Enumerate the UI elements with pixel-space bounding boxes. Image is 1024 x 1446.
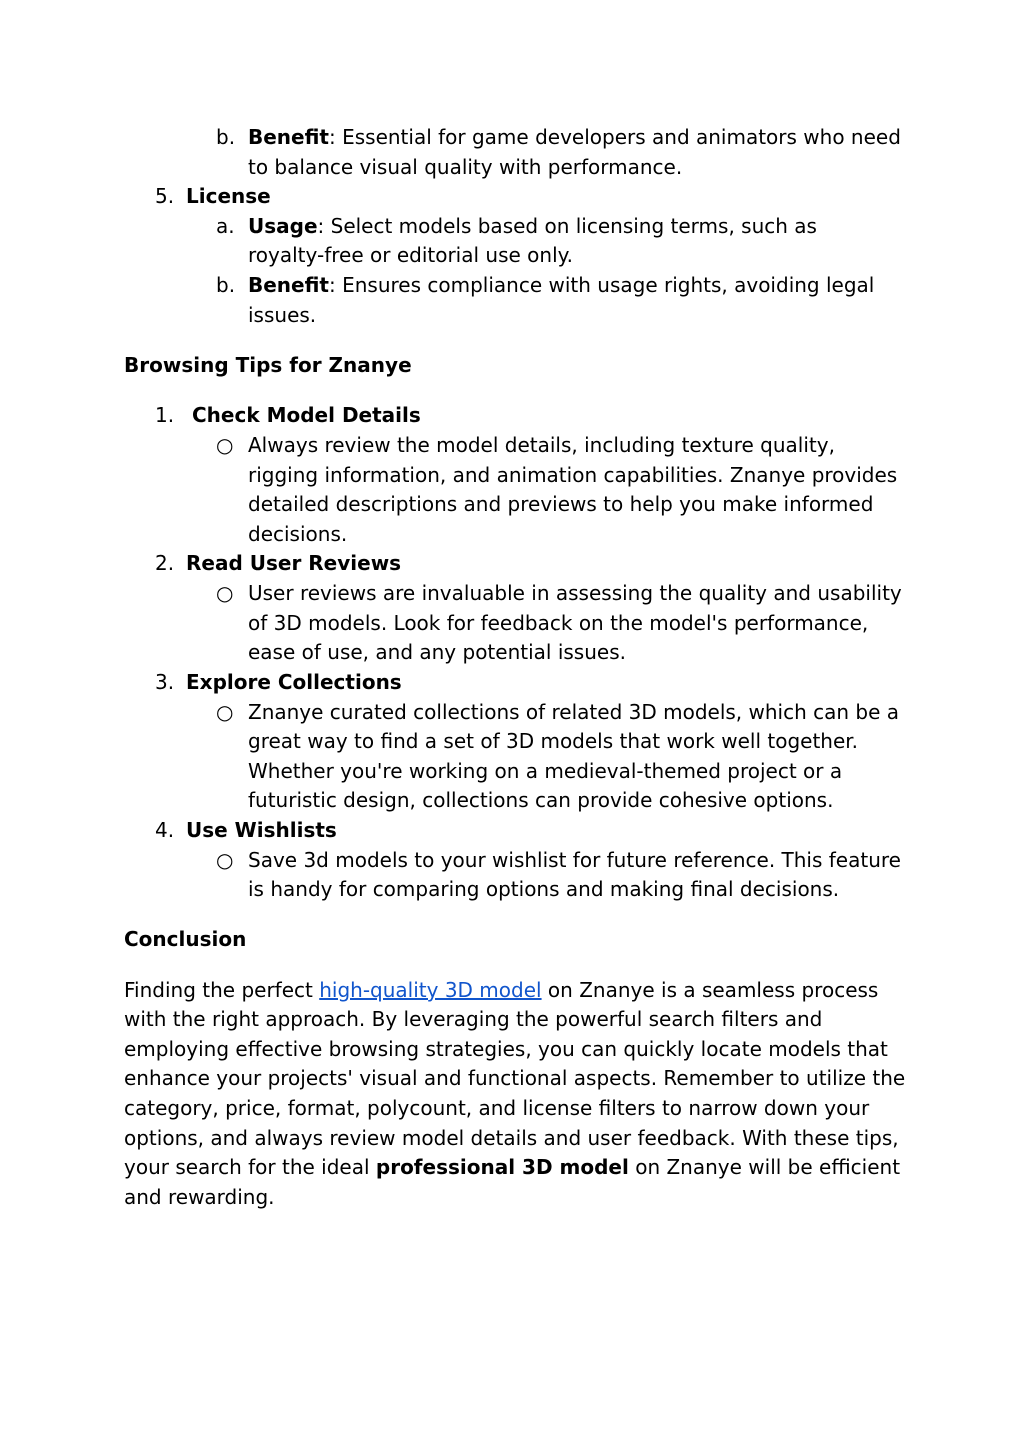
browsing-tips-heading: Browsing Tips for Znanye [124, 353, 412, 377]
reviews-line-2: of 3D models. Look for feedback on the model's performance, [248, 611, 869, 635]
conclusion-heading: Conclusion [124, 927, 247, 951]
check-model-details-heading: Check Model Details [192, 403, 421, 427]
high-quality-3d-model-link[interactable]: high-quality 3D model [319, 978, 542, 1002]
conclusion-line-6: options, and always review model details and user feedback. With these tips, [124, 1126, 899, 1150]
bullet-circle: ○ [216, 581, 234, 605]
conclusion-line-1 [124, 975, 878, 1005]
conclusion-line-1-post: on Znanye is a seamless process [541, 978, 879, 1002]
professional-3d-model-bold: professional 3D model [375, 1155, 629, 1179]
conclusion-line-1-pre: Finding the perfect [124, 978, 320, 1002]
benefit2-text-1: : Ensures compliance with usage rights, avoiding legal [329, 273, 875, 297]
use-wishlists-heading: Use Wishlists [186, 818, 337, 842]
reviews-line-3: ease of use, and any potential issues. [248, 640, 626, 664]
bullet-circle: ○ [216, 433, 234, 457]
conclusion-line-7-pre: your search for the ideal [124, 1155, 376, 1179]
wishlists-line-1: Save 3d models to your wishlist for future reference. This feature [248, 848, 901, 872]
check-details-line-1: Always review the model details, including texture quality, [248, 433, 835, 457]
list-marker-b: b. [216, 125, 236, 149]
explore-collections-heading: Explore Collections [186, 670, 402, 694]
conclusion-line-7 [124, 1152, 900, 1182]
license-heading: License [186, 184, 271, 208]
benefit-line-1 [248, 122, 901, 152]
benefit2-line-1 [248, 270, 874, 300]
reviews-line-1: User reviews are invaluable in assessing the quality and usability [248, 581, 902, 605]
conclusion-line-5: category, price, format, polycount, and license filters to narrow down your [124, 1096, 870, 1120]
collections-line-1: Znanye curated collections of related 3D models, which can be a [248, 700, 900, 724]
list-marker-4: 4. [155, 818, 175, 842]
check-details-line-3: detailed descriptions and previews to help you make informed [248, 492, 874, 516]
list-marker-1: 1. [155, 403, 175, 427]
list-marker-2: 2. [155, 551, 175, 575]
benefit-line-2: to balance visual quality with performance. [248, 155, 683, 179]
collections-line-3: Whether you're working on a medieval-themed project or a [248, 759, 843, 783]
benefit-label: Benefit [248, 125, 329, 149]
wishlists-line-2: is handy for comparing options and making final decisions. [248, 877, 840, 901]
conclusion-line-8: and rewarding. [124, 1185, 275, 1209]
read-user-reviews-heading: Read User Reviews [186, 551, 402, 575]
benefit2-line-2: issues. [248, 303, 317, 327]
list-marker-5: 5. [155, 184, 175, 208]
usage-line-1 [248, 211, 817, 241]
benefit2-label: Benefit [248, 273, 329, 297]
conclusion-line-2: with the right approach. By leveraging the powerful search filters and [124, 1007, 823, 1031]
collections-line-4: futuristic design, collections can provide cohesive options. [248, 788, 834, 812]
check-details-line-4: decisions. [248, 522, 348, 546]
bullet-circle: ○ [216, 700, 234, 724]
benefit-text-1: : Essential for game developers and animators who need [329, 125, 901, 149]
conclusion-line-3: employing effective browsing strategies, you can quickly locate models that [124, 1037, 888, 1061]
bullet-circle: ○ [216, 848, 234, 872]
conclusion-line-7-post: on Znanye will be efficient [628, 1155, 901, 1179]
conclusion-line-4: enhance your projects' visual and functional aspects. Remember to utilize the [124, 1066, 906, 1090]
usage-label: Usage [248, 214, 318, 238]
list-marker-3: 3. [155, 670, 175, 694]
check-details-line-2: rigging information, and animation capabilities. Znanye provides [248, 463, 898, 487]
usage-text-1: : Select models based on licensing terms, such as [317, 214, 817, 238]
usage-line-2: royalty-free or editorial use only. [248, 243, 573, 267]
list-marker-a: a. [216, 214, 235, 238]
collections-line-2: great way to find a set of 3D models that work well together. [248, 729, 859, 753]
list-marker-b2: b. [216, 273, 236, 297]
